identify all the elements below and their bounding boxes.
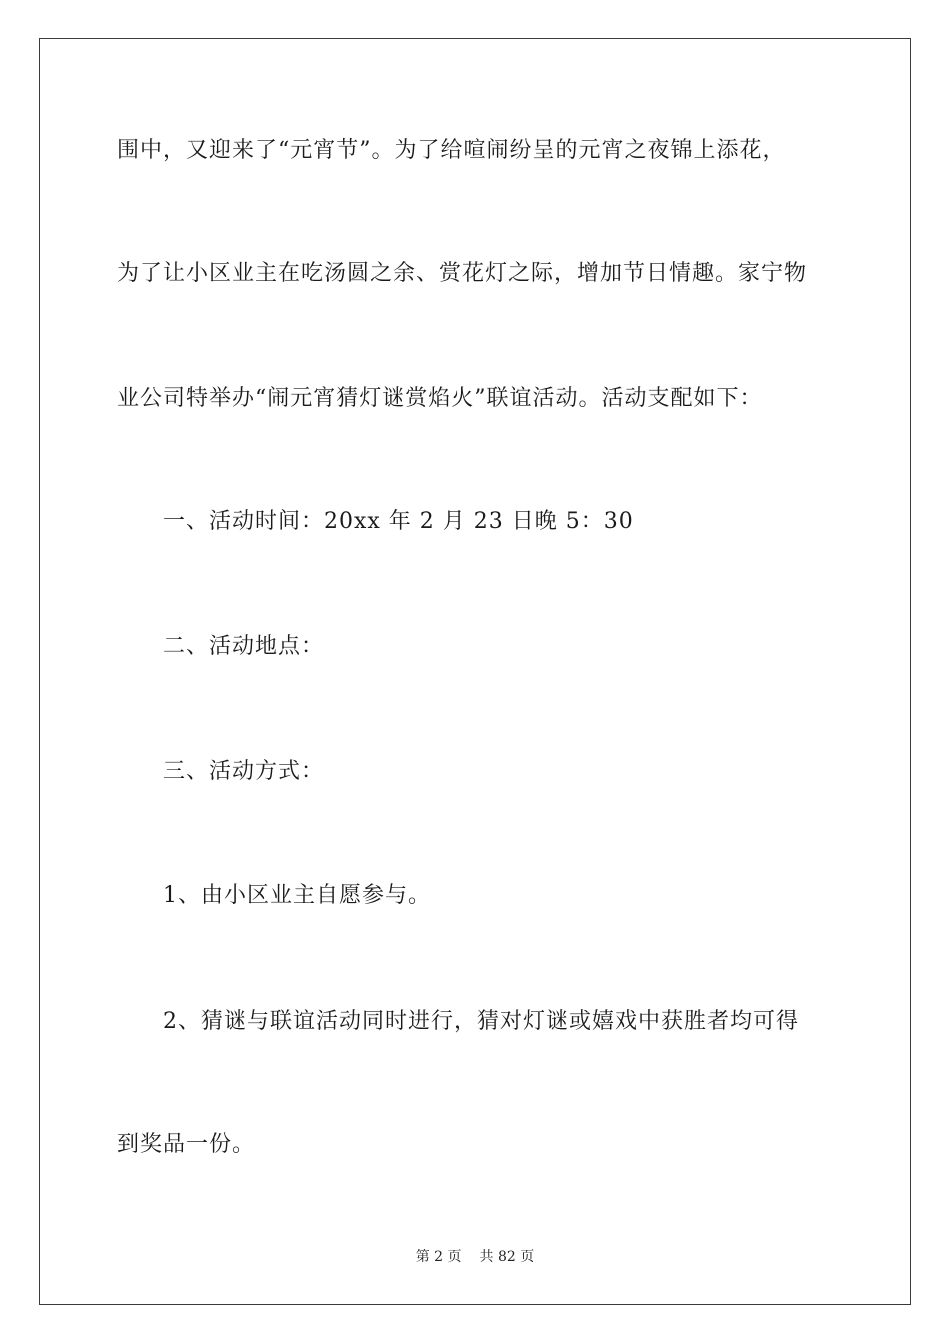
paragraph-line: 为了让小区业主在吃汤圆之余、赏花灯之际，增加节日情趣。家宁物 xyxy=(117,261,808,286)
page-number: 第 2 页 xyxy=(415,1249,462,1265)
method-item-1: 1、由小区业主自愿参与。 xyxy=(163,883,431,908)
total-pages: 共 82 页 xyxy=(479,1249,535,1265)
paragraph-line: 到奖品一份。 xyxy=(117,1132,256,1157)
page-footer xyxy=(0,1248,950,1266)
method-item-2: 2、猜谜与联谊活动同时进行，猜对灯谜或嬉戏中获胜者均可得 xyxy=(163,1009,799,1034)
activity-location-line: 二、活动地点： xyxy=(163,634,325,659)
paragraph-line: 围中，又迎来了“元宵节”。为了给喧闹纷呈的元宵之夜锦上添花， xyxy=(117,138,786,163)
activity-time-line: 一、活动时间：20xx 年 2 月 23 日晚 5：30 xyxy=(163,509,634,534)
activity-method-heading: 三、活动方式： xyxy=(163,759,325,784)
paragraph-line: 业公司特举办“闹元宵猜灯谜赏焰火”联谊活动。活动支配如下： xyxy=(117,386,763,411)
page-border xyxy=(39,38,911,1305)
